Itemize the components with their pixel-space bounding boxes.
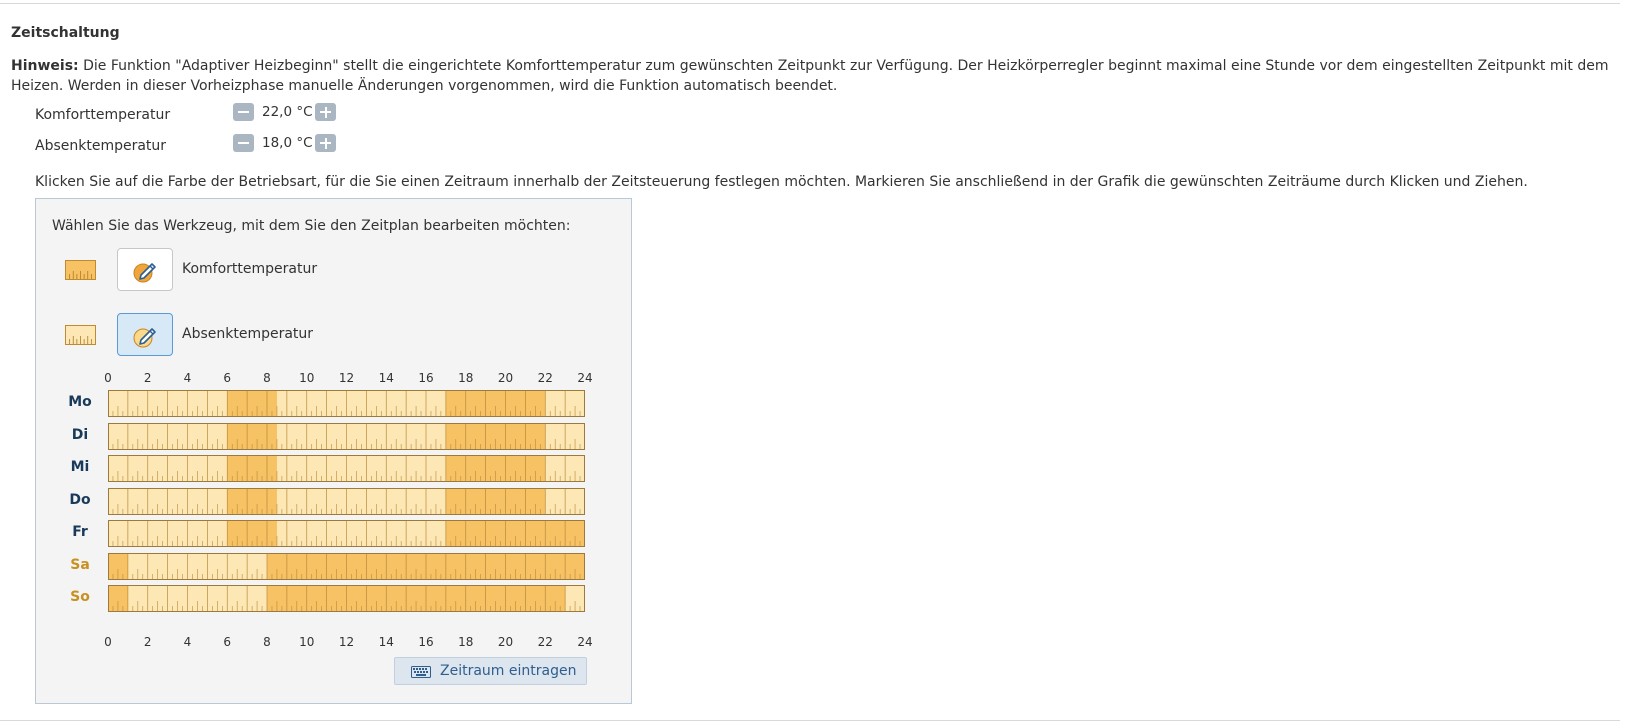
setback-temperature-value: 18,0 °C: [262, 135, 313, 151]
day-label: Mi: [70, 459, 90, 475]
hour-tick-label: 0: [104, 371, 112, 385]
keyboard-icon: [411, 666, 431, 678]
setback-pencil-button[interactable]: [117, 313, 173, 356]
pencil-icon: [132, 259, 160, 283]
comfort-temperature-row: [35, 103, 355, 127]
comfort-temperature-value: 22,0 °C: [262, 104, 313, 120]
comfort-color-swatch[interactable]: [65, 260, 96, 280]
hint-body: Die Funktion "Adaptiver Heizbeginn" stellt die eingerichtete Komforttemperatur zum gewünschten Zeitpunkt zur Verfügung. Der Heizkörperregler beginnt maximal eine Stunde vor dem eingestellten Zeitpunkt mit dem Heizen. Werden in dieser Vorheizphase manuelle Änderungen vorgenommen, wird die Funktion automatisch beendet.: [11, 58, 1609, 94]
setback-decrease-button[interactable]: [233, 134, 254, 152]
hour-tick-label: 22: [537, 635, 553, 649]
comfort-temperature-label: Komforttemperatur: [35, 107, 171, 123]
comfort-tool-label: Komforttemperatur: [182, 261, 318, 277]
day-schedule-bar[interactable]: [108, 488, 585, 515]
setback-increase-button[interactable]: [315, 134, 336, 152]
comfort-increase-button[interactable]: [315, 103, 336, 121]
day-schedule-bar[interactable]: [108, 455, 585, 482]
day-label: Sa: [70, 556, 90, 573]
hour-tick-label: 14: [378, 371, 394, 385]
hint-label: Hinweis:: [11, 58, 79, 74]
hour-tick-label: 10: [299, 371, 315, 385]
bottom-divider: [0, 720, 1620, 721]
day-schedule-bar[interactable]: [108, 390, 585, 417]
hour-tick-label: 2: [143, 371, 152, 385]
hour-tick-label: 6: [223, 371, 232, 385]
hour-tick-label: 12: [338, 635, 355, 649]
hour-tick-label: 2: [143, 635, 152, 649]
day-schedule-bar[interactable]: [108, 423, 585, 450]
schedule-instruction: Klicken Sie auf die Farbe der Betriebsart, für die Sie einen Zeitraum innerhalb der Zeitsteuerung festlegen möchten. Markieren Sie anschließend in der Grafik die gewünschten Zeiträume durch Klicken und Ziehen.: [35, 174, 1528, 190]
enter-time-range-button[interactable]: [394, 657, 587, 685]
hour-tick-label: 20: [497, 371, 514, 385]
hour-tick-label: 8: [263, 635, 271, 649]
hour-tick-label: 16: [418, 635, 434, 649]
comfort-decrease-button[interactable]: [233, 103, 254, 121]
hour-tick-label: 4: [183, 635, 192, 649]
setback-temperature-row: [35, 134, 355, 158]
hour-tick-label: 24: [577, 371, 593, 385]
hour-tick-label: 10: [299, 635, 315, 649]
hour-tick-label: 14: [378, 635, 394, 649]
section-title: Zeitschaltung: [11, 25, 120, 41]
setback-tool-label: Absenktemperatur: [182, 326, 314, 342]
day-schedule-bar[interactable]: [108, 553, 585, 580]
day-label: So: [70, 589, 90, 605]
day-schedule-bar[interactable]: [108, 585, 585, 612]
hint-text: [11, 56, 1611, 96]
top-divider: [0, 3, 1620, 4]
hour-tick-label: 20: [497, 635, 514, 649]
day-label: Mo: [68, 394, 92, 410]
hour-scale-top: [104, 371, 593, 385]
hour-tick-label: 12: [338, 371, 355, 385]
day-label: Do: [69, 491, 91, 508]
schedule-tool-panel: [35, 198, 632, 704]
setback-color-swatch[interactable]: [65, 325, 96, 345]
day-schedule-bar[interactable]: [108, 520, 585, 547]
enter-time-range-label: Zeitraum eintragen: [440, 663, 577, 679]
hour-tick-label: 18: [458, 371, 474, 385]
comfort-pencil-button[interactable]: [117, 248, 173, 291]
hour-tick-label: 16: [418, 371, 434, 385]
day-label: Fr: [72, 524, 88, 540]
hour-scale-bottom: [104, 635, 593, 649]
day-label: Di: [71, 426, 89, 443]
hour-tick-label: 6: [223, 635, 232, 649]
hour-tick-label: 4: [183, 371, 192, 385]
hour-tick-label: 0: [104, 635, 112, 649]
hour-tick-label: 24: [577, 635, 593, 649]
tool-panel-caption: Wählen Sie das Werkzeug, mit dem Sie den Zeitplan bearbeiten möchten:: [52, 218, 571, 234]
hour-tick-label: 18: [458, 635, 474, 649]
pencil-icon: [132, 324, 160, 348]
hour-tick-label: 22: [537, 371, 553, 385]
hour-tick-label: 8: [263, 371, 271, 385]
setback-temperature-label: Absenktemperatur: [35, 138, 167, 154]
